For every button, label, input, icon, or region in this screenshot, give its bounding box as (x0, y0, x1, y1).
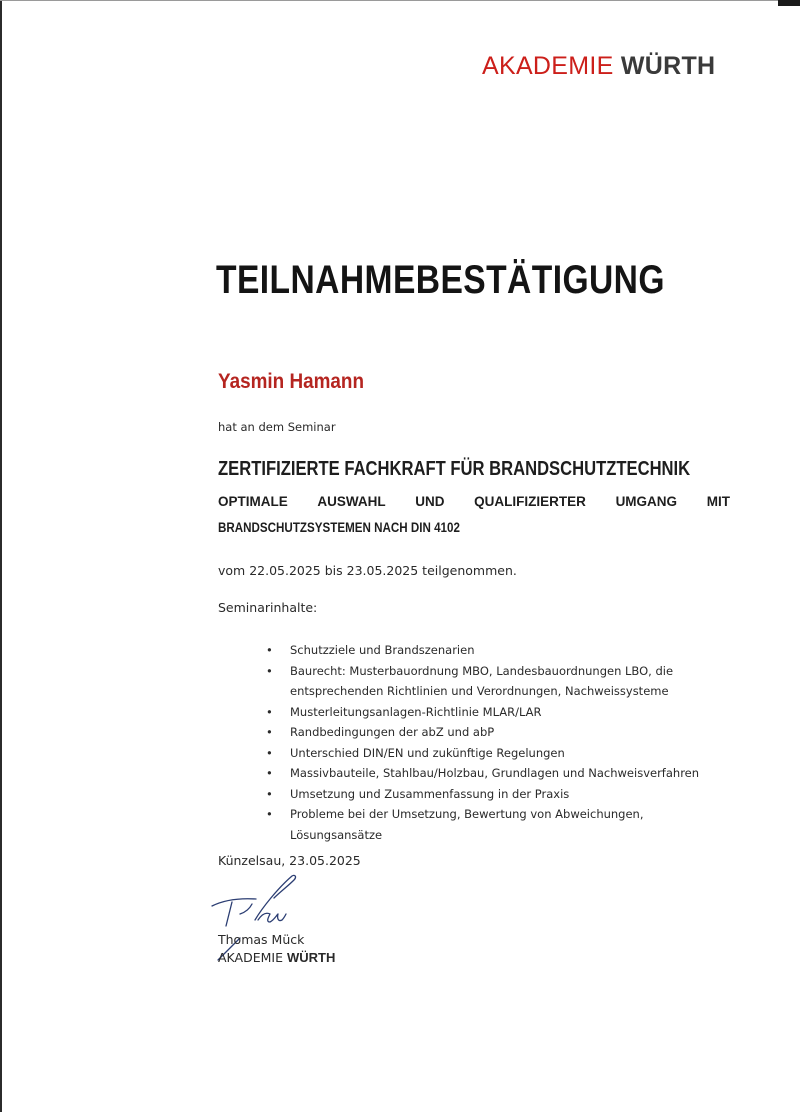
seminar-title: ZERTIFIZIERTE FACHKRAFT FÜR BRANDSCHUTZTECHNIK (218, 458, 691, 480)
seminar-dates: vom 22.05.2025 bis 23.05.2025 teilgenommen. (218, 563, 517, 578)
intro-text: hat an dem Seminar (218, 420, 336, 434)
list-item-text-continued: entsprechenden Richtlinien und Verordnungen, Nachweissysteme (290, 684, 669, 698)
subtitle-word: QUALIFIZIERTER (474, 494, 586, 509)
list-item-text: Umsetzung und Zusammenfassung in der Praxis (290, 786, 570, 801)
list-item-text: Randbedingungen der abZ und abP (290, 725, 495, 739)
signer-name: Thomas Mück (218, 932, 305, 947)
akademie-wuerth-logo (482, 52, 715, 81)
list-item-text: Unterschied DIN/EN und zukünftige Regelungen (290, 745, 565, 760)
list-item (266, 743, 736, 764)
subtitle-word: OPTIMALE (218, 494, 288, 509)
list-item-text: Probleme bei der Umsetzung, Bewertung von Abweichungen, Lösungsansätze (290, 807, 644, 842)
subtitle-word: AUSWAHL (317, 494, 386, 509)
list-item (266, 722, 736, 743)
scan-edge (0, 0, 2, 1112)
scan-corner-mark (778, 0, 800, 6)
logo-akademie-text: AKADEMIE (482, 52, 614, 80)
list-item (266, 804, 736, 845)
handwritten-signature (200, 868, 320, 963)
place-and-date: Künzelsau, 23.05.2025 (218, 853, 361, 868)
scan-edge-top (0, 0, 800, 1)
subtitle-word: UND (415, 494, 445, 509)
contents-label: Seminarinhalte: (218, 600, 318, 615)
signer-organization (218, 950, 335, 965)
seminar-subtitle-line1 (218, 494, 730, 509)
signer-org-prefix: AKADEMIE (218, 950, 283, 965)
list-item (266, 784, 736, 805)
list-item-text: Schutzziele und Brandszenarien (290, 643, 475, 657)
subtitle-word: UMGANG (615, 494, 678, 509)
list-item (266, 763, 736, 784)
list-item (266, 661, 736, 702)
list-item (266, 702, 736, 723)
list-item-text: Massivbauteile, Stahlbau/Holzbau, Grundlagen und Nachweisverfahren (290, 766, 700, 780)
list-item-text: Musterleitungsanlagen-Richtlinie MLAR/LAR (290, 704, 542, 719)
signer-org-brand: WÜRTH (286, 950, 336, 965)
list-item (266, 640, 736, 661)
logo-wuerth-text: WÜRTH (620, 52, 716, 80)
subtitle-word: MIT (706, 494, 730, 509)
participant-name: Yasmin Hamann (218, 370, 365, 393)
contents-list (266, 640, 736, 845)
list-item-text: Baurecht: Musterbauordnung MBO, Landesbauordnungen LBO, die (290, 663, 674, 678)
certificate-title: TEILNAHMEBESTÄTIGUNG (216, 258, 665, 302)
seminar-subtitle-line2: BRANDSCHUTZSYSTEMEN NACH DIN 4102 (218, 520, 460, 535)
